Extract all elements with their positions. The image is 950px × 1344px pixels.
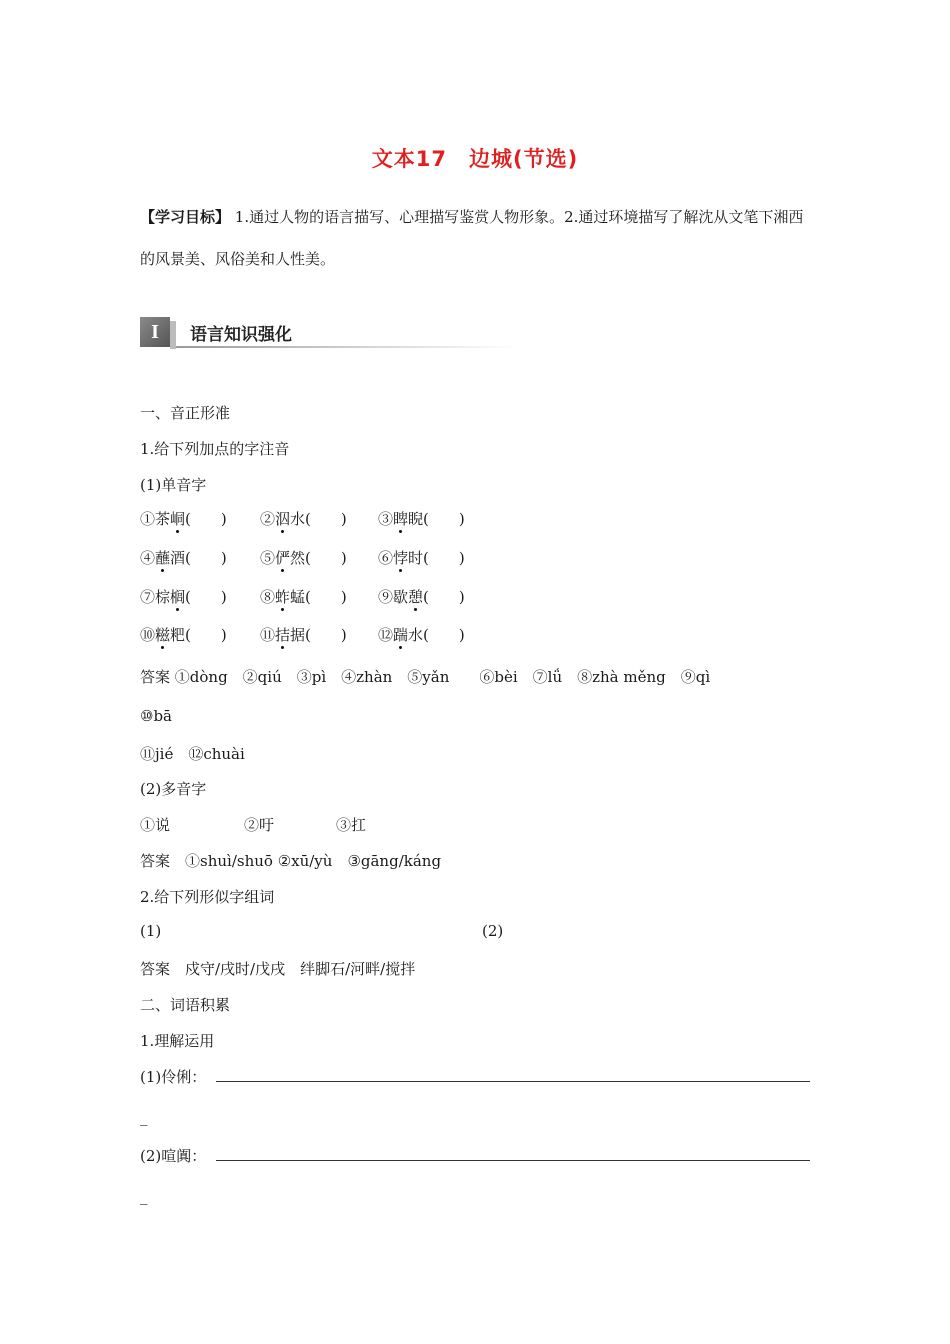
sub-heading-single: (1)单音字 bbox=[140, 476, 207, 494]
objective-text: 1.通过人物的语言描写、心理描写鉴赏人物形象。2.通过环境描写了解沈从文笔下湘西的风景美、风俗美和人性美。 bbox=[140, 208, 804, 268]
dotted-char: 峒 bbox=[170, 510, 186, 528]
answer-2: 答案 ①shuì/shuō ②xū/yù ③gāng/káng bbox=[140, 852, 442, 870]
item-post: ( ) bbox=[423, 588, 465, 606]
item-post: 然( ) bbox=[290, 549, 347, 567]
item-post: 水( ) bbox=[408, 626, 465, 644]
sub-heading-multi: (2)多音字 bbox=[140, 780, 207, 798]
learning-objective bbox=[140, 196, 812, 280]
section-numeral-shadow bbox=[170, 321, 176, 349]
pinyin-item bbox=[378, 547, 465, 568]
item-number: ⑫ bbox=[378, 626, 394, 644]
item-post: 睨( ) bbox=[408, 510, 465, 528]
pinyin-item bbox=[260, 624, 347, 645]
dotted-char: 蚱 bbox=[275, 588, 291, 606]
dotted-char: 踹 bbox=[393, 626, 409, 644]
pinyin-item bbox=[260, 508, 347, 529]
multi-item-2: ②吁 bbox=[244, 816, 275, 834]
pinyin-item bbox=[378, 586, 465, 607]
dotted-char: 俨 bbox=[275, 549, 291, 567]
item-post: 蜢( ) bbox=[290, 588, 347, 606]
page-title: 文本17 边城(节选) bbox=[371, 147, 579, 171]
fill-item-1-line[interactable] bbox=[216, 1081, 810, 1082]
multi-item-3: ③扛 bbox=[336, 816, 367, 834]
item-number: ④ bbox=[140, 549, 156, 567]
multi-item-1: ①说 bbox=[140, 816, 171, 834]
fill-item-2-line[interactable] bbox=[216, 1160, 810, 1161]
part1-heading: 一、音正形准 bbox=[140, 404, 231, 422]
part2-question-1: 1.理解运用 bbox=[140, 1032, 215, 1050]
pinyin-item bbox=[140, 508, 227, 529]
fill-item-1-label: (1)伶俐： bbox=[140, 1068, 207, 1086]
item-pre: 棕 bbox=[155, 588, 171, 606]
dotted-char: 糍 bbox=[155, 626, 171, 644]
item-post: 水( ) bbox=[290, 510, 347, 528]
answer-3: 答案 戍守/戌时/戊戌 绊脚石/河畔/搅拌 bbox=[140, 960, 416, 978]
dotted-char: 拮 bbox=[275, 626, 291, 644]
pinyin-item bbox=[378, 624, 465, 645]
item-number: ⑪ bbox=[260, 626, 276, 644]
fill-item-2-tail: _ bbox=[140, 1187, 148, 1205]
fill-item-2-label: (2)喧阗： bbox=[140, 1147, 207, 1165]
answer-1-line-1 bbox=[140, 666, 710, 687]
question-2-part-1: (1) bbox=[140, 922, 162, 940]
pinyin-item bbox=[378, 508, 465, 529]
item-number: ⑧ bbox=[260, 588, 276, 606]
section-rule bbox=[176, 346, 516, 348]
dotted-char: 泅 bbox=[275, 510, 291, 528]
item-post: ( ) bbox=[185, 588, 227, 606]
dotted-char: 榈 bbox=[170, 588, 186, 606]
item-post: 据( ) bbox=[290, 626, 347, 644]
item-number: ⑥ bbox=[378, 549, 394, 567]
item-post: 酒( ) bbox=[170, 549, 227, 567]
pinyin-item bbox=[140, 624, 227, 645]
objective-label: 【学习目标】 bbox=[140, 208, 231, 226]
question-2: 2.给下列形似字组词 bbox=[140, 888, 275, 906]
item-number: ⑨ bbox=[378, 588, 394, 606]
item-number: ① bbox=[140, 510, 156, 528]
dotted-char: 憩 bbox=[408, 588, 424, 606]
item-number: ⑦ bbox=[140, 588, 156, 606]
answer-1-line-2: ⑩bā bbox=[140, 707, 172, 725]
item-post: 时( ) bbox=[408, 549, 465, 567]
pinyin-item bbox=[140, 547, 227, 568]
fill-item-1-tail: _ bbox=[140, 1108, 148, 1126]
section-header bbox=[140, 317, 520, 349]
item-pre: 歇 bbox=[393, 588, 409, 606]
item-number: ⑤ bbox=[260, 549, 276, 567]
part2-heading: 二、词语积累 bbox=[140, 996, 231, 1014]
item-pre: 茶 bbox=[155, 510, 171, 528]
section-title: 语言知识强化 bbox=[190, 325, 292, 345]
item-number: ② bbox=[260, 510, 276, 528]
dotted-char: 睥 bbox=[393, 510, 409, 528]
pinyin-item bbox=[260, 547, 347, 568]
question-2-part-2: (2) bbox=[482, 922, 504, 940]
pinyin-item bbox=[260, 586, 347, 607]
question-1: 1.给下列加点的字注音 bbox=[140, 440, 290, 458]
dotted-char: 蘸 bbox=[155, 549, 171, 567]
answer-1-text: ①dòng ②qiú ③pì ④zhàn ⑤yǎn ⑥bèi ⑦lǘ ⑧zhà měng ⑨qì bbox=[170, 668, 711, 686]
answer-label: 答案 bbox=[140, 668, 171, 686]
answer-1-line-3: ⑪jié ⑫chuài bbox=[140, 745, 245, 763]
dotted-char: 悖 bbox=[393, 549, 409, 567]
section-numeral: I bbox=[140, 317, 170, 347]
item-number: ③ bbox=[378, 510, 394, 528]
item-post: 粑( ) bbox=[170, 626, 227, 644]
pinyin-item bbox=[140, 586, 227, 607]
item-number: ⑩ bbox=[140, 626, 156, 644]
item-post: ( ) bbox=[185, 510, 227, 528]
